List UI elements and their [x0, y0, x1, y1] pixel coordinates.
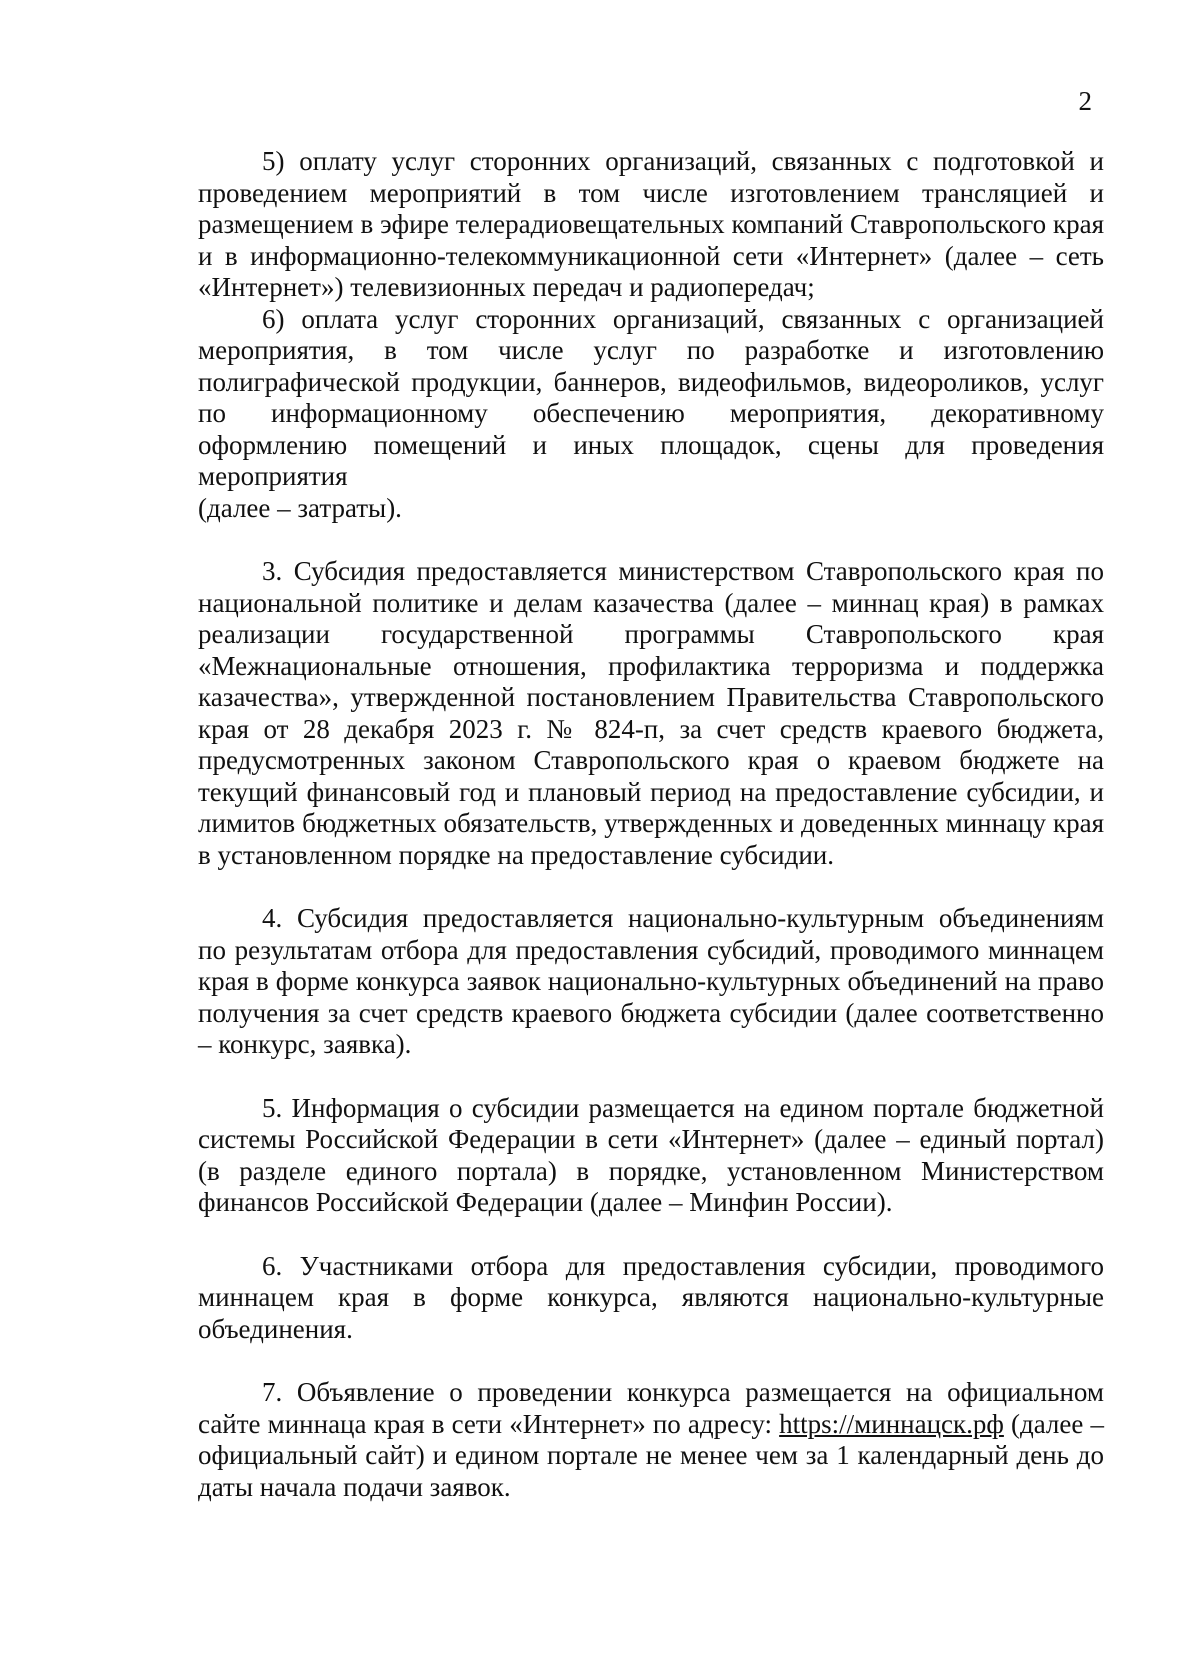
page-number: 2: [1078, 86, 1092, 116]
item-4-paragraph: 4. Субсидия предоставляется национально-культурным объединениям по результатам отбора для предоставления субсидий, проводимого миннацем края в форме конкурса заявок национально-культурных объединений на право получения за счет средств краевого бюджета субсидии (далее соответственно – конкурс, заявка).: [198, 903, 1104, 1059]
subitem-6-paragraph: 6) оплата услуг сторонних организаций, связанных с организацией мероприятия, в том числе услуг по разработке и изготовлению полиграфической продукции, баннеров, видеофильмов, видеороликов, услуг по информационному обеспечению мероприятия, декоративному оформлению помещений и иных площадок, сцены для проведения мероприятия: [198, 303, 1104, 491]
item-3-paragraph: 3. Субсидия предоставляется министерством Ставропольского края по национальной политике и делам казачества (далее – миннац края) в рамках реализации государственной программы Ставропольского края «Межнациональные отношения, профилактика терроризма и поддержка казачества», утвержденной постановлением Правительства Ставропольского края от 28 декабря 2023 г. № 824-п, за счет средств краевого бюджета, предусмотренных законом Ставропольского края о краевом бюджете на текущий финансовый год и плановый период на предоставление субсидии, и лимитов бюджетных обязательств, утвержденных и доведенных миннацу края в установленном порядке на предоставление субсидии.: [198, 556, 1104, 870]
item-7-paragraph: [198, 1377, 1104, 1503]
document-body: [198, 146, 1104, 1503]
item-6-paragraph: 6. Участниками отбора для предоставления субсидии, проводимого миннацем края в форме конкурса, являются национально-культурные объединения.: [198, 1250, 1104, 1344]
official-site-link[interactable]: https://миннацск.рф: [779, 1408, 1004, 1439]
subitem-5-paragraph: 5) оплату услуг сторонних организаций, связанных с подготовкой и проведением мероприятий в том числе изготовлением трансляцией и размещением в эфире телерадиовещательных компаний Ставропольского края и в информационно-телекоммуникационной сети «Интернет» (далее – сеть «Интернет») телевизионных передач и радиопередач;: [198, 146, 1104, 302]
item-5-paragraph: 5. Информация о субсидии размещается на едином портале бюджетной системы Российской Федерации в сети «Интернет» (далее – единый портал) (в разделе единого портала) в порядке, установленном Министерством финансов Российской Федерации (далее – Минфин России).: [198, 1092, 1104, 1217]
item-7-text-before: 7. Объявление о проведении конкурса размещается на официальном сайте миннаца края в сети «Интернет» по адресу:: [198, 1377, 1104, 1439]
subitem-6-tail: (далее – затраты).: [198, 492, 402, 523]
item-7-text-after: (далее – официальный сайт) и едином портале не менее чем за 1 календарный день до даты начала подачи заявок.: [198, 1408, 1104, 1502]
